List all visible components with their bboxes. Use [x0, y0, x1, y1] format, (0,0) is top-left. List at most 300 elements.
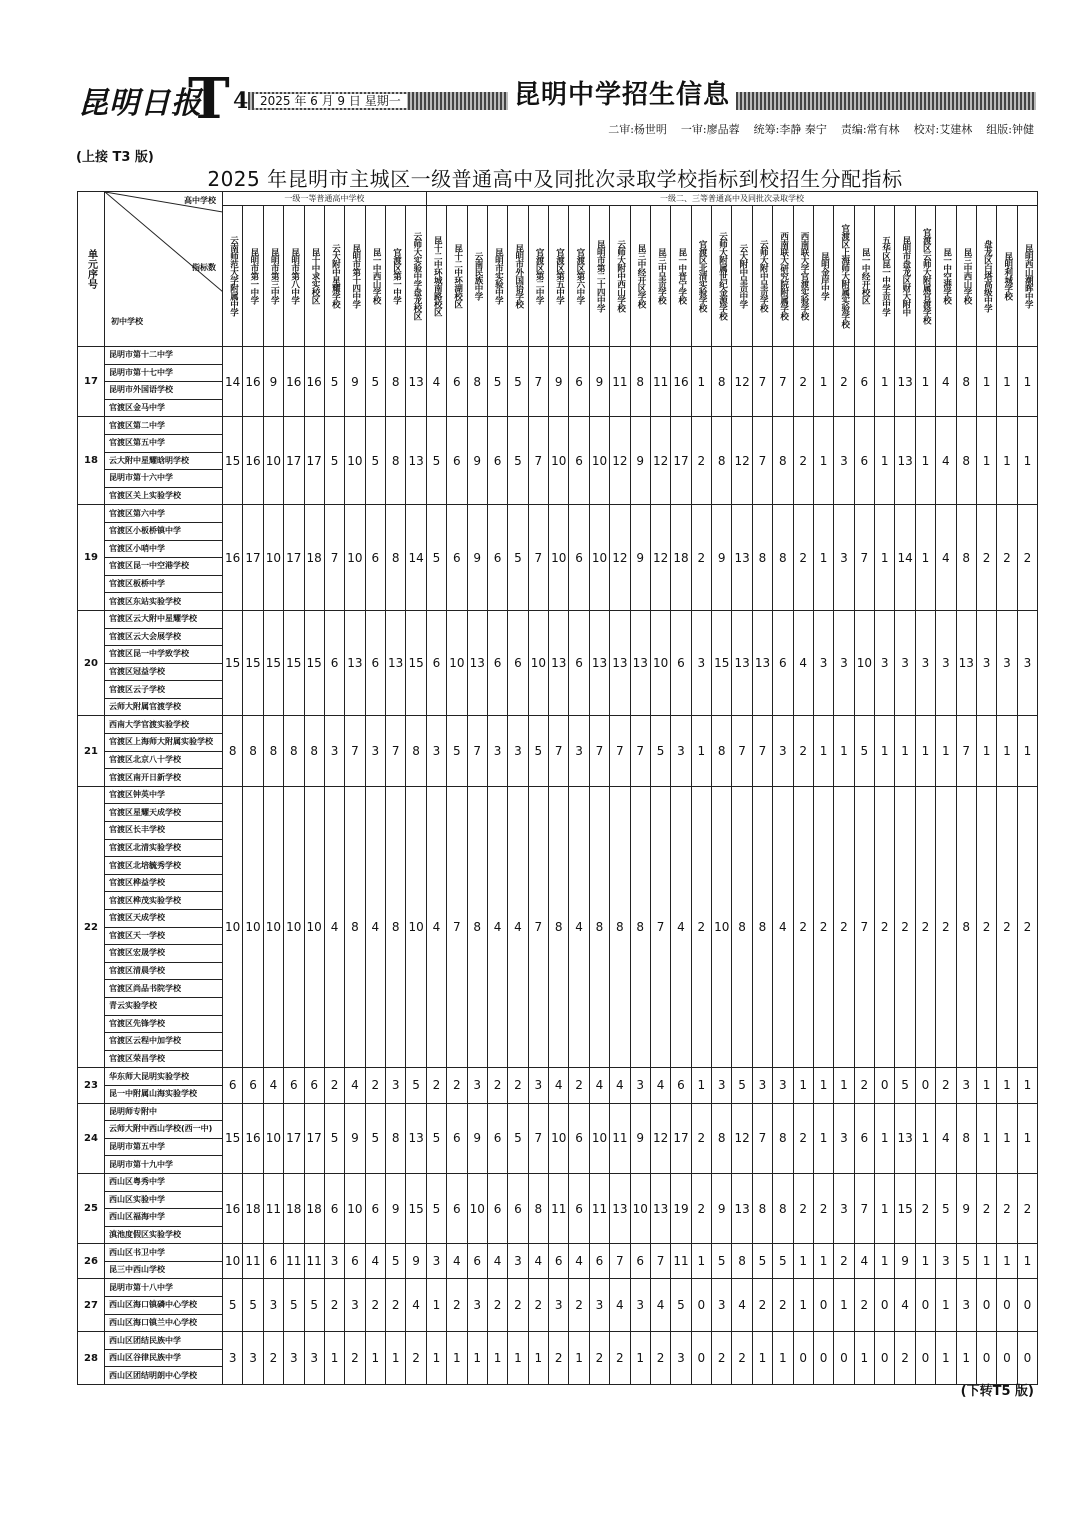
high-school-header: 五华区昆一中学贡中学 — [875, 206, 895, 347]
quota-value: 10 — [243, 786, 263, 1068]
quota-value: 17 — [284, 1103, 304, 1173]
quota-value: 7 — [752, 1103, 772, 1173]
quota-value: 8 — [549, 786, 569, 1068]
quota-value: 4 — [936, 1103, 956, 1173]
quota-value: 6 — [487, 417, 507, 505]
junior-school-name: 官渡区长丰学校 — [105, 822, 223, 840]
high-school-header: 云师大实验中学盘龙校区 — [406, 206, 426, 347]
quota-value: 5 — [386, 1244, 406, 1279]
quota-value: 17 — [304, 1103, 324, 1173]
high-school-header: 昆明市第八中学 — [284, 206, 304, 347]
quota-value: 6 — [569, 1173, 589, 1243]
quota-value: 3 — [915, 610, 935, 716]
quota-value: 4 — [793, 610, 813, 716]
quota-value: 1 — [875, 1244, 895, 1279]
quota-value: 0 — [834, 1332, 854, 1385]
quota-value: 15 — [406, 1173, 426, 1243]
quota-value: 10 — [345, 417, 365, 505]
high-school-header: 云大附中星耀学校 — [324, 206, 344, 347]
quota-value: 7 — [467, 716, 487, 786]
quota-value: 3 — [324, 716, 344, 786]
quota-value: 2 — [324, 1068, 344, 1103]
junior-school-name: 滇池度假区实验学校 — [105, 1226, 223, 1244]
quota-value: 8 — [773, 1103, 793, 1173]
quota-value: 3 — [386, 1068, 406, 1103]
quota-value: 7 — [630, 716, 650, 786]
unit-number: 26 — [78, 1244, 105, 1279]
quota-value: 2 — [793, 1173, 813, 1243]
quota-value: 1 — [875, 505, 895, 611]
quota-value: 8 — [773, 1173, 793, 1243]
quota-value: 3 — [365, 716, 385, 786]
high-school-header: 云大附中呈贡中学 — [732, 206, 752, 347]
quota-value: 10 — [589, 417, 609, 505]
quota-value: 9 — [589, 347, 609, 417]
quota-value: 5 — [426, 1173, 446, 1243]
quota-value: 6 — [671, 1068, 691, 1103]
quota-value: 6 — [324, 610, 344, 716]
quota-value: 6 — [447, 1173, 467, 1243]
junior-school-name: 西山区海口镇磷中心学校 — [105, 1297, 223, 1315]
quota-value: 10 — [304, 786, 324, 1068]
junior-school-name: 官渡区云程中加学校 — [105, 1033, 223, 1051]
quota-value: 13 — [589, 610, 609, 716]
quota-value: 13 — [956, 610, 976, 716]
high-school-header: 官渡区第五中学 — [549, 206, 569, 347]
junior-school-name: 官渡区云大会展学校 — [105, 628, 223, 646]
high-school-header: 官渡区云师大附属官渡学校 — [915, 206, 935, 347]
quota-value: 6 — [487, 610, 507, 716]
quota-value: 3 — [569, 716, 589, 786]
high-school-header: 官渡区第六中学 — [569, 206, 589, 347]
quota-value: 1 — [1017, 1244, 1038, 1279]
quota-value: 14 — [223, 347, 243, 417]
quota-value: 1 — [854, 1332, 874, 1385]
quota-value: 6 — [365, 505, 385, 611]
quota-value: 11 — [650, 347, 670, 417]
high-school-header: 昆十二中环湖校区 — [447, 206, 467, 347]
quota-value: 10 — [549, 1103, 569, 1173]
quota-value: 3 — [712, 1068, 732, 1103]
quota-value: 10 — [345, 1173, 365, 1243]
junior-school-name: 昆明市第十六中学 — [105, 470, 223, 488]
credit-item: 一审:廖品蓉 — [680, 123, 740, 136]
quota-value: 1 — [813, 347, 833, 417]
quota-value: 1 — [691, 716, 711, 786]
quota-value: 6 — [447, 505, 467, 611]
high-school-header: 云南民族中学 — [467, 206, 487, 347]
quota-value: 2 — [834, 786, 854, 1068]
quota-value: 12 — [610, 417, 630, 505]
quota-value: 8 — [386, 417, 406, 505]
quota-value: 2 — [650, 1332, 670, 1385]
quota-value: 13 — [610, 610, 630, 716]
section-title: 昆明中学招生信息 — [508, 74, 736, 111]
continued-from: (上接 T3 版) — [76, 150, 154, 165]
quota-value: 8 — [345, 786, 365, 1068]
quota-value: 10 — [549, 505, 569, 611]
quota-value: 5 — [936, 1173, 956, 1243]
corner-label-bottom: 初中学校 — [111, 317, 143, 326]
quota-value: 8 — [752, 1173, 772, 1243]
quota-value: 8 — [284, 716, 304, 786]
quota-value: 3 — [1017, 610, 1038, 716]
quota-value: 17 — [671, 1103, 691, 1173]
junior-school-name: 官渡区北培毓秀学校 — [105, 857, 223, 875]
quota-value: 1 — [386, 1332, 406, 1385]
quota-value: 7 — [324, 505, 344, 611]
quota-value: 7 — [528, 347, 548, 417]
junior-school-name: 官渡区第二中学 — [105, 417, 223, 435]
quota-value: 17 — [671, 417, 691, 505]
quota-value: 2 — [915, 786, 935, 1068]
high-school-header: 云师大附中西山学校 — [610, 206, 630, 347]
quota-value: 1 — [936, 716, 956, 786]
quota-value: 2 — [752, 1279, 772, 1332]
junior-school-name: 官渡区小板桥镇中学 — [105, 522, 223, 540]
high-school-header: 昆明市第二十四中学 — [589, 206, 609, 347]
junior-school-name: 昆明市第十二中学 — [105, 347, 223, 365]
quota-value: 3 — [895, 610, 915, 716]
quota-value: 9 — [263, 347, 283, 417]
quota-value: 2 — [508, 1279, 528, 1332]
quota-value: 1 — [1017, 417, 1038, 505]
quota-value: 2 — [447, 1279, 467, 1332]
quota-value: 8 — [386, 1103, 406, 1173]
quota-value: 4 — [569, 1244, 589, 1279]
quota-value: 5 — [447, 716, 467, 786]
high-school-header: 昆明西山潮晖中学 — [1017, 206, 1038, 347]
quota-value: 16 — [243, 347, 263, 417]
quota-value: 3 — [630, 1279, 650, 1332]
table-row — [78, 1103, 1038, 1121]
quota-value: 1 — [997, 1244, 1017, 1279]
junior-school-name: 官渡区桦益学校 — [105, 874, 223, 892]
credit-item: 校对:艾建林 — [913, 123, 973, 136]
quota-value: 4 — [324, 786, 344, 1068]
quota-value: 6 — [447, 1103, 467, 1173]
quota-value: 8 — [956, 1103, 976, 1173]
quota-value: 1 — [976, 716, 996, 786]
quota-value: 5 — [223, 1279, 243, 1332]
quota-value: 1 — [813, 505, 833, 611]
quota-value: 9 — [549, 347, 569, 417]
quota-value: 8 — [712, 347, 732, 417]
quota-value: 14 — [406, 505, 426, 611]
quota-value: 15 — [895, 1173, 915, 1243]
quota-value: 5 — [752, 1244, 772, 1279]
quota-value: 5 — [426, 417, 446, 505]
quota-value: 13 — [650, 1173, 670, 1243]
quota-value: 1 — [1017, 1068, 1038, 1103]
quota-value: 9 — [712, 1173, 732, 1243]
quota-value: 4 — [508, 786, 528, 1068]
quota-value: 4 — [671, 786, 691, 1068]
quota-value: 3 — [773, 1068, 793, 1103]
quota-value: 10 — [223, 1244, 243, 1279]
junior-school-name: 官渡区天一学校 — [105, 927, 223, 945]
unit-number: 23 — [78, 1068, 105, 1103]
quota-value: 6 — [630, 1244, 650, 1279]
table-row — [78, 786, 1038, 804]
high-school-header: 昆明金岸中学 — [813, 206, 833, 347]
quota-value: 2 — [793, 347, 813, 417]
quota-value: 1 — [1017, 347, 1038, 417]
quota-value: 2 — [487, 1068, 507, 1103]
quota-value: 8 — [956, 417, 976, 505]
quota-value: 5 — [508, 347, 528, 417]
junior-school-name: 官渡区北清实验学校 — [105, 839, 223, 857]
quota-value: 5 — [671, 1279, 691, 1332]
quota-value: 13 — [406, 417, 426, 505]
junior-school-name: 昆一中附属山海实验学校 — [105, 1085, 223, 1103]
high-school-header: 昆十二中环城南路校区 — [426, 206, 446, 347]
junior-school-name: 云大附中星耀晗明学校 — [105, 452, 223, 470]
junior-school-name: 西山区海口镇兰中心学校 — [105, 1314, 223, 1332]
corner-label-top: 高中学校 — [184, 196, 216, 205]
quota-value: 1 — [997, 417, 1017, 505]
junior-school-name: 官渡区桦茂实验学校 — [105, 892, 223, 910]
quota-value: 3 — [936, 610, 956, 716]
quota-value: 8 — [630, 347, 650, 417]
quota-value: 8 — [304, 716, 324, 786]
quota-value: 6 — [569, 347, 589, 417]
quota-value: 2 — [447, 1068, 467, 1103]
junior-school-name: 西山区实验中学 — [105, 1191, 223, 1209]
junior-school-name: 西山区书卫中学 — [105, 1244, 223, 1262]
quota-value: 13 — [386, 610, 406, 716]
quota-value: 8 — [712, 1103, 732, 1173]
quota-value: 8 — [630, 786, 650, 1068]
high-school-header: 云师大附中呈贡学校 — [752, 206, 772, 347]
quota-value: 10 — [223, 786, 243, 1068]
quota-value: 7 — [528, 505, 548, 611]
quota-value: 3 — [997, 610, 1017, 716]
junior-school-name: 西南大学官渡实验学校 — [105, 716, 223, 734]
quota-value: 7 — [752, 716, 772, 786]
quota-value: 19 — [671, 1173, 691, 1243]
quota-value: 1 — [834, 1279, 854, 1332]
unit-number: 18 — [78, 417, 105, 505]
quota-value: 1 — [834, 1068, 854, 1103]
junior-school-name: 官渡区云大附中星耀学校 — [105, 610, 223, 628]
quota-value: 1 — [426, 1279, 446, 1332]
quota-value: 5 — [487, 347, 507, 417]
junior-school-name: 官渡区钟英中学 — [105, 786, 223, 804]
unit-number: 27 — [78, 1279, 105, 1332]
quota-value: 7 — [752, 417, 772, 505]
table-row — [78, 1279, 1038, 1297]
junior-school-name: 云师大附属官渡学校 — [105, 698, 223, 716]
quota-value: 2 — [528, 1279, 548, 1332]
quota-value: 8 — [263, 716, 283, 786]
quota-value: 1 — [997, 347, 1017, 417]
quota-value: 5 — [732, 1068, 752, 1103]
quota-value: 9 — [712, 505, 732, 611]
quota-value: 1 — [976, 417, 996, 505]
quota-value: 4 — [345, 1068, 365, 1103]
quota-value: 5 — [324, 347, 344, 417]
unit-number: 21 — [78, 716, 105, 786]
quota-value: 5 — [528, 716, 548, 786]
quota-value: 4 — [936, 347, 956, 417]
quota-value: 8 — [406, 716, 426, 786]
quota-value: 4 — [936, 417, 956, 505]
junior-school-name: 官渡区东站实验学校 — [105, 593, 223, 611]
quota-value: 6 — [854, 347, 874, 417]
junior-school-name: 昆三中西山学校 — [105, 1261, 223, 1279]
unit-number: 17 — [78, 347, 105, 417]
quota-value: 3 — [834, 417, 854, 505]
quota-value: 0 — [875, 1279, 895, 1332]
quota-value: 1 — [467, 1332, 487, 1385]
quota-value: 2 — [426, 1068, 446, 1103]
quota-value: 9 — [345, 347, 365, 417]
quota-value: 3 — [956, 1068, 976, 1103]
credit-item: 统筹:李静 秦宁 — [753, 123, 827, 136]
quota-value: 1 — [895, 716, 915, 786]
quota-value: 5 — [508, 1103, 528, 1173]
quota-value: 8 — [956, 786, 976, 1068]
quota-value: 3 — [834, 1173, 854, 1243]
quota-value: 7 — [752, 347, 772, 417]
quota-value: 15 — [406, 610, 426, 716]
quota-value: 3 — [671, 716, 691, 786]
page-letter: T — [188, 66, 230, 132]
high-school-header: 云南师范大学附属中学 — [223, 206, 243, 347]
quota-value: 7 — [732, 716, 752, 786]
quota-value: 1 — [324, 1332, 344, 1385]
quota-value: 11 — [610, 347, 630, 417]
quota-value: 6 — [447, 347, 467, 417]
quota-value: 2 — [834, 1244, 854, 1279]
quota-value: 6 — [569, 417, 589, 505]
quota-value: 1 — [691, 1068, 711, 1103]
newspaper-logo: 昆明日报 — [78, 86, 202, 121]
quota-value: 4 — [569, 786, 589, 1068]
quota-value: 1 — [915, 417, 935, 505]
quota-value: 6 — [223, 1068, 243, 1103]
quota-value: 9 — [467, 505, 487, 611]
quota-value: 7 — [773, 347, 793, 417]
quota-value: 2 — [365, 1279, 385, 1332]
quota-value: 0 — [915, 1332, 935, 1385]
junior-school-name: 官渡区第六中学 — [105, 505, 223, 523]
quota-value: 1 — [997, 716, 1017, 786]
quota-value: 3 — [284, 1332, 304, 1385]
quota-value: 18 — [284, 1173, 304, 1243]
quota-value: 11 — [589, 1173, 609, 1243]
quota-value: 6 — [508, 1173, 528, 1243]
quota-value: 10 — [630, 1173, 650, 1243]
quota-value: 4 — [365, 1244, 385, 1279]
quota-value: 1 — [793, 1244, 813, 1279]
quota-value: 2 — [793, 786, 813, 1068]
quota-value: 13 — [895, 1103, 915, 1173]
quota-value: 6 — [589, 1244, 609, 1279]
quota-value: 10 — [712, 786, 732, 1068]
quota-value: 18 — [671, 505, 691, 611]
quota-value: 10 — [447, 610, 467, 716]
quota-value: 3 — [752, 1068, 772, 1103]
quota-value: 10 — [528, 610, 548, 716]
quota-value: 1 — [976, 1068, 996, 1103]
quota-value: 2 — [691, 1173, 711, 1243]
quota-value: 15 — [243, 610, 263, 716]
quota-value: 5 — [895, 1068, 915, 1103]
quota-value: 6 — [426, 610, 446, 716]
quota-value: 10 — [263, 417, 283, 505]
quota-value: 9 — [345, 1103, 365, 1173]
quota-value: 13 — [406, 1103, 426, 1173]
junior-school-name: 西山区谷律民族中学 — [105, 1349, 223, 1367]
quota-value: 2 — [589, 1332, 609, 1385]
quota-value: 3 — [671, 1332, 691, 1385]
junior-school-name: 官渡区清晨学校 — [105, 962, 223, 980]
quota-value: 3 — [528, 1068, 548, 1103]
quota-value: 5 — [304, 1279, 324, 1332]
quota-value: 1 — [875, 1173, 895, 1243]
quota-value: 3 — [956, 1279, 976, 1332]
quota-value: 7 — [345, 716, 365, 786]
quota-value: 8 — [732, 1244, 752, 1279]
quota-value: 16 — [284, 347, 304, 417]
quota-value: 1 — [997, 1068, 1017, 1103]
quota-value: 11 — [243, 1244, 263, 1279]
quota-value: 10 — [284, 786, 304, 1068]
high-school-header: 昆三中呈贡学校 — [650, 206, 670, 347]
quota-value: 1 — [426, 1332, 446, 1385]
quota-value: 1 — [487, 1332, 507, 1385]
table-row — [78, 505, 1038, 523]
quota-value: 17 — [304, 417, 324, 505]
table-row — [78, 1173, 1038, 1191]
quota-value: 1 — [752, 1332, 772, 1385]
high-school-header: 官渡区第二中学 — [528, 206, 548, 347]
quota-value: 8 — [386, 786, 406, 1068]
quota-value: 2 — [712, 1332, 732, 1385]
quota-value: 5 — [365, 1103, 385, 1173]
quota-value: 2 — [793, 1103, 813, 1173]
quota-value: 1 — [528, 1332, 548, 1385]
quota-value: 2 — [976, 505, 996, 611]
quota-value: 2 — [813, 786, 833, 1068]
quota-value: 6 — [263, 1244, 283, 1279]
table-row — [78, 1068, 1038, 1086]
quota-value: 8 — [956, 347, 976, 417]
junior-school-name: 官渡区星耀天成学校 — [105, 804, 223, 822]
high-school-header: 官渡区北清实验学校 — [691, 206, 711, 347]
high-school-header: 昆明市外国语学校 — [508, 206, 528, 347]
quota-value: 3 — [243, 1332, 263, 1385]
quota-value: 6 — [487, 505, 507, 611]
page-number: 4 — [233, 88, 249, 114]
quota-value: 10 — [467, 1173, 487, 1243]
quota-value: 2 — [691, 505, 711, 611]
quota-value: 7 — [528, 1103, 548, 1173]
quota-value: 13 — [752, 610, 772, 716]
quota-value: 0 — [875, 1068, 895, 1103]
junior-school-name: 昆明市第十七中学 — [105, 364, 223, 382]
quota-value: 3 — [630, 1068, 650, 1103]
quota-value: 1 — [630, 1332, 650, 1385]
high-school-header: 昆明市实验中学 — [487, 206, 507, 347]
quota-value: 2 — [793, 716, 813, 786]
quota-value: 6 — [365, 1173, 385, 1243]
quota-value: 3 — [304, 1332, 324, 1385]
quota-value: 5 — [854, 716, 874, 786]
allocation-table — [77, 191, 1038, 1385]
